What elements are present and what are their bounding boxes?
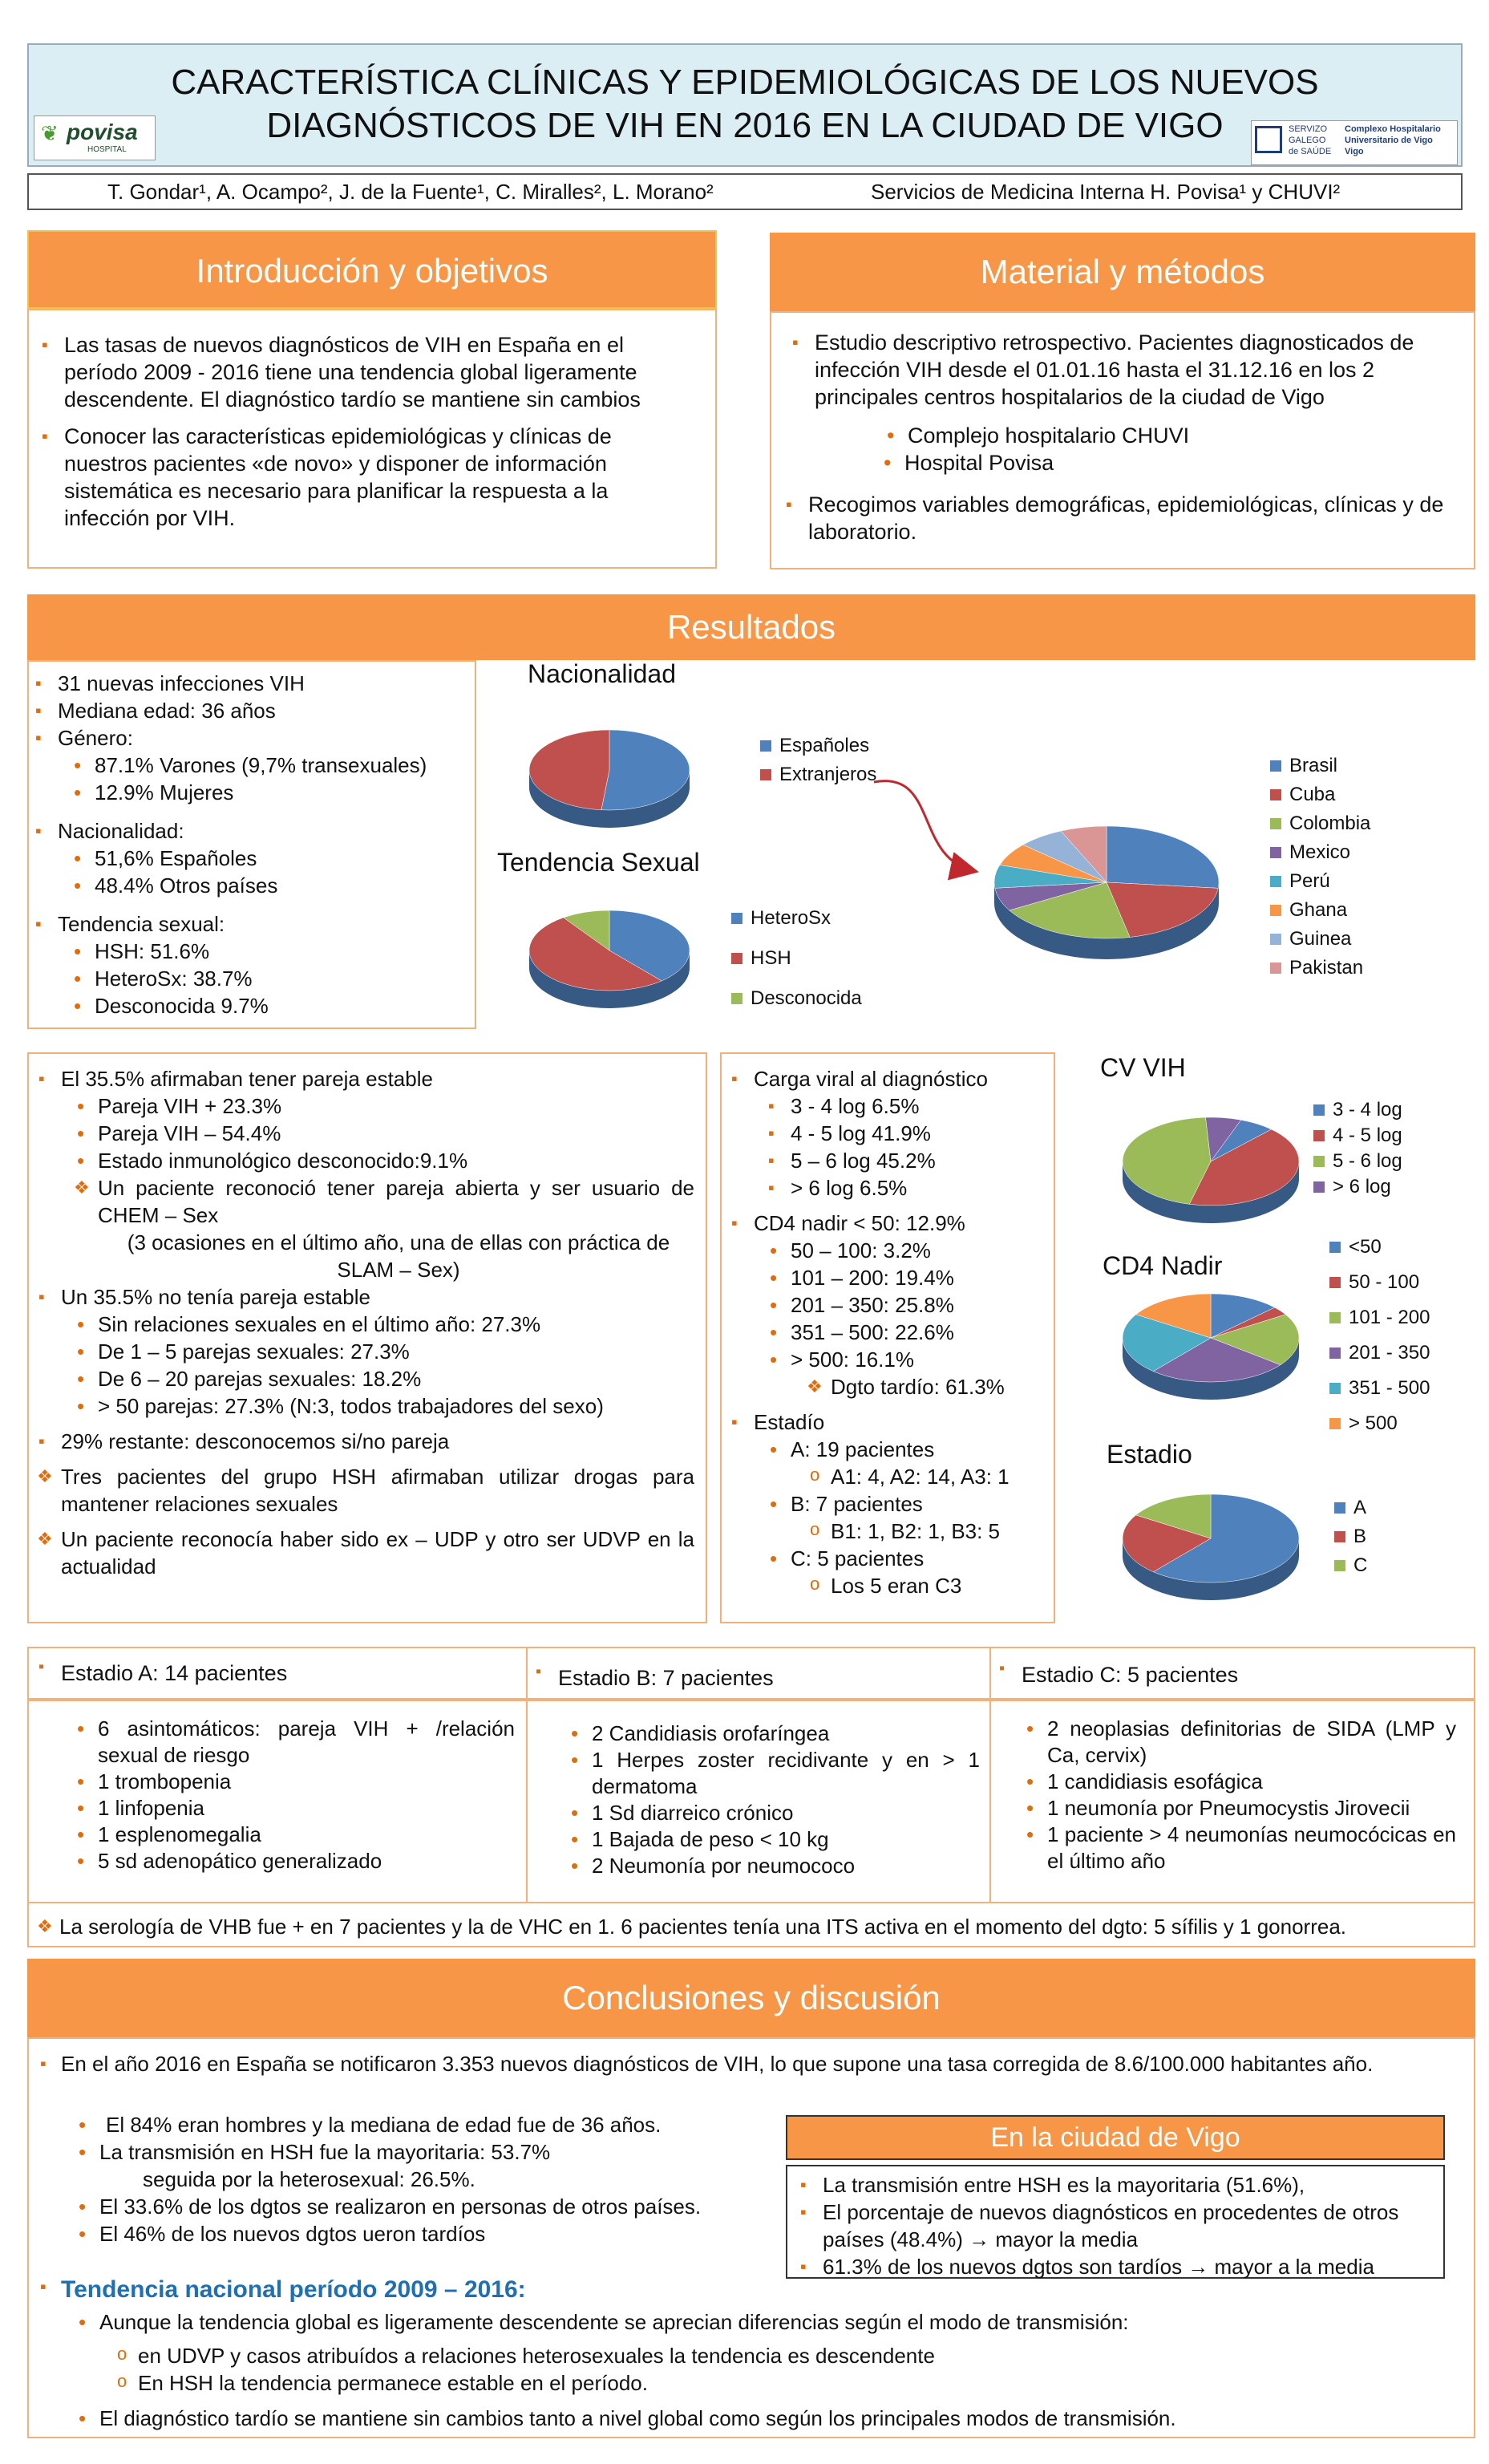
summary-subline: • 12.9% Mujeres: [95, 779, 475, 806]
legend-origin: [1270, 752, 1370, 983]
legend-entry: [760, 760, 876, 789]
summary-subline: • 51,6% Españoles: [95, 845, 475, 872]
legend-swatch: [760, 769, 771, 780]
povisa-logo-text: povisa: [67, 120, 138, 144]
legend-label: > 6 log: [1333, 1176, 1391, 1198]
results-title: Resultados: [666, 608, 836, 646]
chart-title-cd4: CD4 Nadir: [1103, 1251, 1223, 1280]
stage-b-item: • 1 Herpes zoster recidivante y en > 1 dermatoma: [592, 1747, 980, 1800]
legend-swatch: [1270, 934, 1281, 945]
legend-swatch: [1270, 905, 1281, 916]
pareja-subline: • De 1 – 5 parejas sexuales: 27.3%: [98, 1338, 694, 1365]
methods-subitem: • Hospital Povisa: [904, 449, 1448, 476]
pareja-box: [27, 1052, 707, 1623]
chart-title-nacionalidad: Nacionalidad: [528, 659, 677, 688]
vigo-item: ▪ La transmisión entre HSH es la mayoritaria (51.6%),: [823, 2171, 1432, 2199]
lab-subline: • 201 – 350: 25.8%: [791, 1291, 1050, 1319]
origin-arrow: [874, 781, 974, 871]
pareja-subline: • > 50 parejas: 27.3% (N:3, todos trabajadores del sexo): [98, 1392, 694, 1420]
legend-nacionalidad: [760, 732, 876, 789]
summary-line: ▪ 31 nuevas infecciones VIH: [58, 670, 475, 697]
legend-label: Mexico: [1289, 841, 1351, 863]
legend-label: 50 - 100: [1349, 1271, 1420, 1293]
legend-label: B: [1353, 1526, 1367, 1547]
legend-swatch: [760, 740, 771, 752]
legend-swatch: [1329, 1312, 1341, 1323]
lab-line: ▪ Carga viral al diagnóstico: [754, 1065, 1050, 1092]
legend-entry: [1270, 809, 1370, 838]
summary-subline: • Desconocida 9.7%: [95, 992, 475, 1019]
vigo-box: [786, 2165, 1445, 2279]
methods-item: ▪ Recogimos variables demográficas, epidemiológicas, clínicas y de laboratorio.: [808, 491, 1448, 545]
vigo-item: ▪ 61.3% de los nuevos dgtos son tardíos → mayor a la media: [823, 2253, 1432, 2280]
legend-label: Brasil: [1289, 755, 1338, 776]
pareja-line: ▪ 29% restante: desconocemos si/no pareja: [61, 1428, 694, 1455]
lab-box: [720, 1052, 1055, 1623]
legend-swatch: [1334, 1560, 1345, 1571]
stage-a-title: Estadio A: 14 pacientes: [61, 1661, 288, 1685]
lab-detail: o A1: 4, A2: 14, A3: 1: [831, 1463, 1050, 1490]
legend-label: HSH: [751, 947, 791, 969]
stage-b-item: • 2 Neumonía por neumococo: [592, 1853, 980, 1879]
summary-line: ▪ Nacionalidad:: [58, 817, 475, 845]
methods-subitem: • Complejo hospitalario CHUVI: [908, 422, 1448, 449]
summary-subline: • HeteroSx: 38.7%: [95, 965, 475, 992]
intro-title: Introducción y objetivos: [196, 252, 548, 290]
legend-swatch: [1313, 1156, 1325, 1167]
intro-item: ▪ Las tasas de nuevos diagnósticos de VIH en España en el período 2009 - 2016 tiene una tendencia global ligeramente descendente. El diagnóstico tardío se mantiene sin cambios: [64, 331, 641, 413]
trend-detail: o En HSH la tendencia permanece estable en el período.: [138, 2369, 1463, 2397]
legend-label: Pakistan: [1289, 957, 1364, 979]
legend-entry: [1270, 896, 1370, 925]
lab-subline: • C: 5 pacientes: [791, 1545, 1050, 1572]
chart-title-estadio: Estadio: [1107, 1440, 1192, 1469]
affiliation: Servicios de Medicina Interna H. Povisa¹ y CHUVI²: [871, 180, 1341, 204]
legend-entry: [1329, 1406, 1430, 1441]
conclusions-bullet: • El 84% eran hombres y la mediana de edad fue de 36 años.: [99, 2111, 805, 2138]
povisa-logo-sub: HOSPITAL: [87, 145, 127, 154]
legend-entry: [1270, 838, 1370, 867]
lab-subline: • 101 – 200: 19.4%: [791, 1264, 1050, 1291]
stage-b-title: Estadio B: 7 pacientes: [558, 1666, 774, 1690]
methods-title: Material y métodos: [980, 253, 1265, 290]
legend-entry: [731, 979, 862, 1019]
legend-swatch: [1334, 1502, 1345, 1514]
legend-entry: [1334, 1522, 1367, 1551]
legend-entry: [1270, 867, 1370, 896]
legend-label: C: [1353, 1554, 1368, 1576]
lab-subline: • 50 – 100: 3.2%: [791, 1237, 1050, 1264]
methods-item: ▪ Estudio descriptivo retrospectivo. Pacientes diagnosticados de infección VIH desde el 01.01.16 hasta el 31.12.16 en los 2 principales centros hospitalarios de la ciudad de Vigo: [815, 329, 1448, 411]
legend-entry: [1270, 780, 1370, 809]
legend-swatch: [731, 953, 742, 964]
stage-a-item: • 1 esplenomegalia: [98, 1822, 515, 1848]
trend-bullet: • Aunque la tendencia global es ligeramente descendente se aprecian diferencias según el modo de transmisión:: [99, 2308, 1463, 2336]
legend-swatch: [1270, 760, 1281, 772]
summary-subline: • 48.4% Otros países: [95, 872, 475, 899]
pareja-subline: • Pareja VIH – 54.4%: [98, 1120, 694, 1147]
pareja-line: ❖ Tres pacientes del grupo HSH afirmaban utilizar drogas para mantener relaciones sexuales: [61, 1463, 694, 1518]
legend-swatch: [1270, 789, 1281, 800]
pareja-note: ❖ Un paciente reconoció tener pareja abierta y ser usuario de CHEM – Sex: [98, 1174, 694, 1229]
legend-label: 351 - 500: [1349, 1377, 1430, 1399]
lab-subline: • 351 – 500: 22.6%: [791, 1319, 1050, 1346]
legend-entry: [1313, 1123, 1402, 1149]
lab-detail: o Los 5 eran C3: [831, 1572, 1050, 1599]
legend-swatch: [1329, 1418, 1341, 1429]
legend-swatch: [731, 913, 742, 924]
trend-title: ▪ Tendencia nacional período 2009 – 2016:: [40, 2276, 526, 2303]
legend-entry: [1313, 1149, 1402, 1174]
legend-label: Desconocida: [751, 987, 862, 1009]
summary-line: ▪ Tendencia sexual:: [58, 910, 475, 938]
legend-swatch: [1270, 876, 1281, 887]
lab-subline: ▪ > 6 log 6.5%: [791, 1174, 1050, 1202]
legend-swatch: [1270, 847, 1281, 858]
stage-b-header: Estadio B: 7 pacientes ▪: [526, 1648, 991, 1701]
pareja-subline: • Pareja VIH + 23.3%: [98, 1092, 694, 1120]
legend-label: A: [1353, 1497, 1367, 1518]
legend-entry: [1329, 1265, 1430, 1300]
legend-swatch: [1329, 1277, 1341, 1288]
chart-title-tendencia: Tendencia Sexual: [497, 848, 700, 877]
sergas-line-a: SERVIZO: [1289, 124, 1328, 134]
summary-line: ▪ Mediana edad: 36 años: [58, 697, 475, 724]
legend-entry: [1329, 1300, 1430, 1335]
legend-entry: [1329, 1230, 1430, 1265]
trend-detail: o en UDVP y casos atribuídos a relaciones heterosexuales la tendencia es descendente: [138, 2342, 1463, 2369]
stage-a-item: • 5 sd adenopático generalizado: [98, 1848, 515, 1874]
lab-subline: ▪ 5 – 6 log 45.2%: [791, 1147, 1050, 1174]
legend-swatch: [1313, 1130, 1325, 1141]
stages-table: [27, 1647, 1475, 1947]
legend-entry: [1334, 1493, 1367, 1522]
legend-swatch: [1313, 1104, 1325, 1116]
legend-entry: [1270, 752, 1370, 780]
legend-swatch: [1334, 1531, 1345, 1542]
legend-label: Ghana: [1289, 899, 1348, 921]
legend-tendencia: [731, 898, 862, 1019]
legend-swatch: [1270, 818, 1281, 829]
legend-cv: [1313, 1097, 1402, 1200]
legend-entry: [760, 732, 876, 760]
legend-entry: [1270, 954, 1370, 983]
authors: T. Gondar¹, A. Ocampo², J. de la Fuente¹, C. Miralles², L. Morano²: [107, 180, 714, 204]
legend-entry: [1313, 1174, 1402, 1200]
vigo-item: ▪ El porcentaje de nuevos diagnósticos en procedentes de otros países (48.4%) → mayor la media: [823, 2199, 1432, 2253]
pie-slice-brasil: [1107, 826, 1219, 888]
chuvi-line-f: Vigo: [1345, 147, 1364, 156]
chuvi-line-d: Complexo Hospitalario: [1345, 124, 1441, 134]
stage-a-item: • 6 asintomáticos: pareja VIH + /relación sexual de riesgo: [98, 1716, 515, 1769]
legend-cd4: [1329, 1230, 1430, 1441]
summary-subline: • HSH: 51.6%: [95, 938, 475, 965]
vigo-title: En la ciudad de Vigo: [990, 2122, 1240, 2153]
pareja-subline: • Sin relaciones sexuales en el último año: 27.3%: [98, 1311, 694, 1338]
lab-subline: • > 500: 16.1%: [791, 1346, 1050, 1373]
serology-note: ❖ La serología de VHB fue + en 7 pacientes y la de VHC en 1. 6 pacientes tenía una ITS activa en el momento del dgto: 5 sífilis y 1 gonorrea.: [37, 1915, 1347, 1939]
povisa-leaf-icon: ❦: [41, 121, 59, 145]
sergas-line-c: de SAÚDE: [1289, 147, 1332, 156]
conclusions-bullet: • La transmisión en HSH fue la mayoritaria: 53.7%: [99, 2138, 805, 2166]
lab-subline: • B: 7 pacientes: [791, 1490, 1050, 1518]
conclusions-bullet: • El 33.6% de los dgtos se realizaron en personas de otros países.: [99, 2193, 805, 2220]
stage-c-item: • 1 neumonía por Pneumocystis Jirovecii: [1047, 1795, 1456, 1822]
sergas-line-b: GALEGO: [1289, 136, 1326, 145]
summary-line: ▪ Género:: [58, 724, 475, 752]
legend-entry: [1313, 1097, 1402, 1123]
lab-subline: • A: 19 pacientes: [791, 1436, 1050, 1463]
lab-detail: o B1: 1, B2: 1, B3: 5: [831, 1518, 1050, 1545]
legend-label: Guinea: [1289, 928, 1352, 950]
trend-bullet: • El diagnóstico tardío se mantiene sin cambios tanto a nivel global como según los principales modos de transmisión.: [99, 2405, 1463, 2432]
legend-label: 4 - 5 log: [1333, 1125, 1402, 1146]
lab-line: ▪ CD4 nadir < 50: 12.9%: [754, 1210, 1050, 1237]
serology-text: La serología de VHB fue + en 7 pacientes y la de VHC en 1. 6 pacientes tenía una ITS activa en el momento del dgto: 5 sífilis y 1 gonorrea.: [59, 1915, 1347, 1939]
pareja-subline: • De 6 – 20 parejas sexuales: 18.2%: [98, 1365, 694, 1392]
legend-entry: [1329, 1371, 1430, 1406]
legend-swatch: [1313, 1181, 1325, 1193]
legend-label: Españoles: [779, 735, 870, 756]
pareja-line: ▪ Un 35.5% no tenía pareja estable: [61, 1283, 694, 1311]
pareja-note-detail: (3 ocasiones en el último año, una de ellas con práctica de SLAM – Sex): [127, 1230, 670, 1282]
legend-estadio: [1334, 1493, 1367, 1580]
conclusions-bullet: • El 46% de los nuevos dgtos ueron tardíos: [99, 2220, 805, 2247]
legend-label: > 500: [1349, 1412, 1398, 1434]
legend-entry: [731, 938, 862, 979]
legend-swatch: [1329, 1383, 1341, 1394]
legend-entry: [1334, 1551, 1367, 1580]
lab-subline: ▪ 4 - 5 log 41.9%: [791, 1120, 1050, 1147]
stage-a-header: Estadio A: 14 pacientes ▪: [29, 1648, 528, 1701]
legend-label: 5 - 6 log: [1333, 1150, 1402, 1172]
lab-note: ❖ Dgto tardío: 61.3%: [831, 1373, 1050, 1400]
stage-c-item: • 1 candidiasis esofágica: [1047, 1769, 1456, 1795]
stage-a-item: • 1 trombopenia: [98, 1769, 515, 1795]
lab-subline: ▪ 3 - 4 log 6.5%: [791, 1092, 1050, 1120]
legend-entry: [1329, 1335, 1430, 1371]
legend-entry: [1270, 925, 1370, 954]
legend-label: Cuba: [1289, 784, 1336, 805]
poster-title-line1: CARACTERÍSTICA CLÍNICAS Y EPIDEMIOLÓGICAS DE LOS NUEVOS: [171, 63, 1319, 102]
conclusions-bullet-cont: seguida por la heterosexual: 26.5%.: [143, 2167, 475, 2191]
legend-label: HeteroSx: [751, 907, 831, 929]
legend-label: 101 - 200: [1349, 1307, 1430, 1328]
legend-label: Extranjeros: [779, 764, 877, 785]
intro-item: ▪ Conocer las características epidemiológicas y clínicas de nuestros pacientes «de novo» y disponer de información sistemática es necesario para planificar la respuesta a la infección por VIH.: [64, 423, 641, 532]
pareja-line: ▪ El 35.5% afirmaban tener pareja estable: [61, 1065, 694, 1092]
pareja-subline: • Estado inmunológico desconocido:9.1%: [98, 1147, 694, 1174]
legend-label: Colombia: [1289, 813, 1371, 834]
vigo-header: [786, 2115, 1445, 2160]
legend-label: Perú: [1289, 870, 1330, 892]
pareja-line: ❖ Un paciente reconocía haber sido ex – UDP y otro ser UDVP en la actualidad: [61, 1526, 694, 1580]
conclusions-intro: ▪ En el año 2016 en España se notificaron 3.353 nuevos diagnósticos de VIH, lo que supone una tasa corregida de 8.6/100.000 habitantes año.: [40, 2052, 1374, 2076]
conclusions-header: [27, 1959, 1475, 2037]
lab-line: ▪ Estadío: [754, 1408, 1050, 1436]
legend-swatch: [1329, 1348, 1341, 1359]
poster-title-line2: DIAGNÓSTICOS DE VIH EN 2016 EN LA CIUDAD DE VIGO: [266, 106, 1224, 145]
legend-swatch: [731, 993, 742, 1004]
trend-title-text: Tendencia nacional período 2009 – 2016:: [61, 2276, 526, 2303]
stage-c-item: • 2 neoplasias definitorias de SIDA (LMP y Ca, cervix): [1047, 1716, 1456, 1769]
summary-subline: • 87.1% Varones (9,7% transexuales): [95, 752, 475, 779]
stage-b-item: • 2 Candidiasis orofaríngea: [592, 1720, 980, 1747]
legend-swatch: [1329, 1242, 1341, 1253]
conclusions-p1: En el año 2016 en España se notificaron 3.353 nuevos diagnósticos de VIH, lo que supone una tasa corregida de 8.6/100.000 habitantes año.: [61, 2052, 1374, 2076]
legend-label: 3 - 4 log: [1333, 1099, 1402, 1121]
conclusions-title: Conclusiones y discusión: [562, 1979, 941, 2016]
legend-swatch: [1270, 962, 1281, 974]
stage-c-header: Estadio C: 5 pacientes ▪: [989, 1648, 1475, 1701]
legend-label: <50: [1349, 1236, 1382, 1258]
stage-c-title: Estadio C: 5 pacientes: [1022, 1663, 1239, 1687]
legend-entry: [731, 898, 862, 938]
stage-c-item: • 1 paciente > 4 neumonías neumocócicas en el último año: [1047, 1822, 1456, 1874]
stage-b-item: • 1 Sd diarreico crónico: [592, 1800, 980, 1826]
chart-title-cv: CV VIH: [1100, 1053, 1186, 1082]
stage-b-item: • 1 Bajada de peso < 10 kg: [592, 1826, 980, 1853]
stage-a-item: • 1 linfopenia: [98, 1795, 515, 1822]
legend-label: 201 - 350: [1349, 1342, 1430, 1364]
chuvi-line-e: Universitario de Vigo: [1345, 136, 1433, 145]
